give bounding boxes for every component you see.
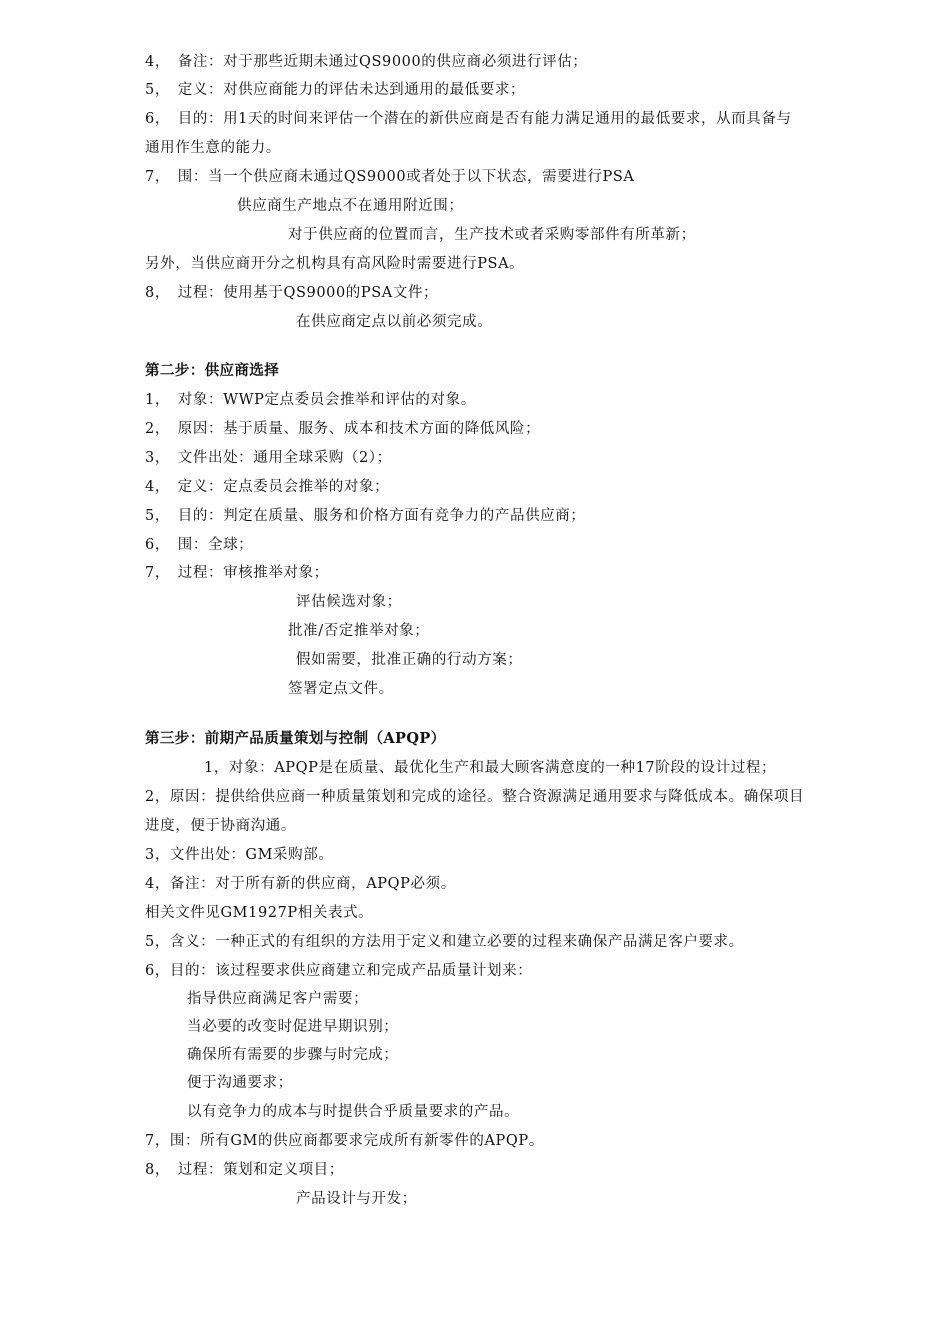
s3-item-2: 2，原因：提供给供应商一种质量策划和完成的途径。整合资源满足通用要求与降低成本。确保项目 <box>145 789 805 805</box>
s3-item-4-note: 相关文件见GM1927P相关表式。 <box>145 905 374 921</box>
s3-item-5: 5，含义：一种正式的有组织的方法用于定义和建立必要的过程来确保产品满足客户要求。 <box>145 934 744 950</box>
s1-item-5: 5， 定义：对供应商能力的评估未达到通用的最低要求； <box>145 82 526 98</box>
s3-item-8-sub: 产品设计与开发； <box>296 1191 417 1207</box>
s2-item-1: 1， 对象：WWP定点委员会推举和评估的对象。 <box>145 392 476 408</box>
s3-item-1: 1，对象：APQP是在质量、最优化生产和最大顾客满意度的一种17阶段的设计过程； <box>204 760 777 776</box>
s2-item-7: 7， 过程：审核推举对象； <box>145 565 329 581</box>
s1-item-8-sub: 在供应商定点以前必须完成。 <box>296 314 493 330</box>
s2-item-7-sub-4: 签署定点文件。 <box>288 681 394 697</box>
s3-item-4: 4，备注：对于所有新的供应商，APQP必须。 <box>145 876 456 892</box>
section-3-heading: 第三步：前期产品质量策划与控制（APQP） <box>145 730 446 747</box>
section-2-heading: 第二步：供应商选择 <box>145 362 280 379</box>
s1-item-7: 7， 围：当一个供应商未通过QS9000或者处于以下状态，需要进行PSA <box>145 169 635 185</box>
s1-note: 另外，当供应商开分之机构具有高风险时需要进行PSA。 <box>145 256 525 272</box>
s2-item-5: 5， 目的：判定在质量、服务和价格方面有竞争力的产品供应商； <box>145 508 586 524</box>
s1-item-8: 8， 过程：使用基于QS9000的PSA文件； <box>145 285 439 301</box>
s3-item-6-sub-2: 当必要的改变时促进早期识别； <box>187 1019 399 1035</box>
s3-item-3: 3，文件出处：GM采购部。 <box>145 847 334 863</box>
s3-item-2-cont: 进度，便于协商沟通。 <box>145 818 296 834</box>
s1-item-7-sub-1: 供应商生产地点不在通用附近围； <box>237 198 464 214</box>
s2-item-7-sub-3: 假如需要，批准正确的行动方案； <box>296 652 523 668</box>
s1-item-4: 4， 备注：对于那些近期未通过QS9000的供应商必须进行评估； <box>145 54 588 70</box>
s1-item-6-cont: 通用作生意的能力。 <box>145 140 281 156</box>
s3-item-6: 6，目的：该过程要求供应商建立和完成产品质量计划来： <box>145 963 533 979</box>
s3-item-6-sub-4: 便于沟通要求； <box>187 1075 293 1091</box>
s2-item-2: 2， 原因：基于质量、服务、成本和技术方面的降低风险； <box>145 421 541 437</box>
s2-item-4: 4， 定义：定点委员会推举的对象； <box>145 479 390 495</box>
s2-item-7-sub-2: 批准/否定推举对象； <box>288 623 430 639</box>
s2-item-6: 6， 围：全球； <box>145 537 254 553</box>
s3-item-7: 7，围：所有GM的供应商都要求完成所有新零件的APQP。 <box>145 1133 544 1149</box>
s3-item-6-sub-3: 确保所有需要的步骤与时完成； <box>187 1047 399 1063</box>
s1-item-6: 6， 目的：用1天的时间来评估一个潜在的新供应商是否有能力满足通用的最低要求，从而具备与 <box>145 111 792 127</box>
s3-item-8: 8， 过程：策划和定义项目； <box>145 1162 344 1178</box>
s3-item-6-sub-1: 指导供应商满足客户需要； <box>187 991 369 1007</box>
s2-item-3: 3， 文件出处：通用全球采购（2）； <box>145 450 392 466</box>
s3-item-6-sub-5: 以有竞争力的成本与时提供合乎质量要求的产品。 <box>187 1104 520 1120</box>
s1-item-7-sub-2: 对于供应商的位置而言，生产技术或者采购零部件有所革新； <box>288 227 696 243</box>
s2-item-7-sub-1: 评估候选对象； <box>296 594 402 610</box>
